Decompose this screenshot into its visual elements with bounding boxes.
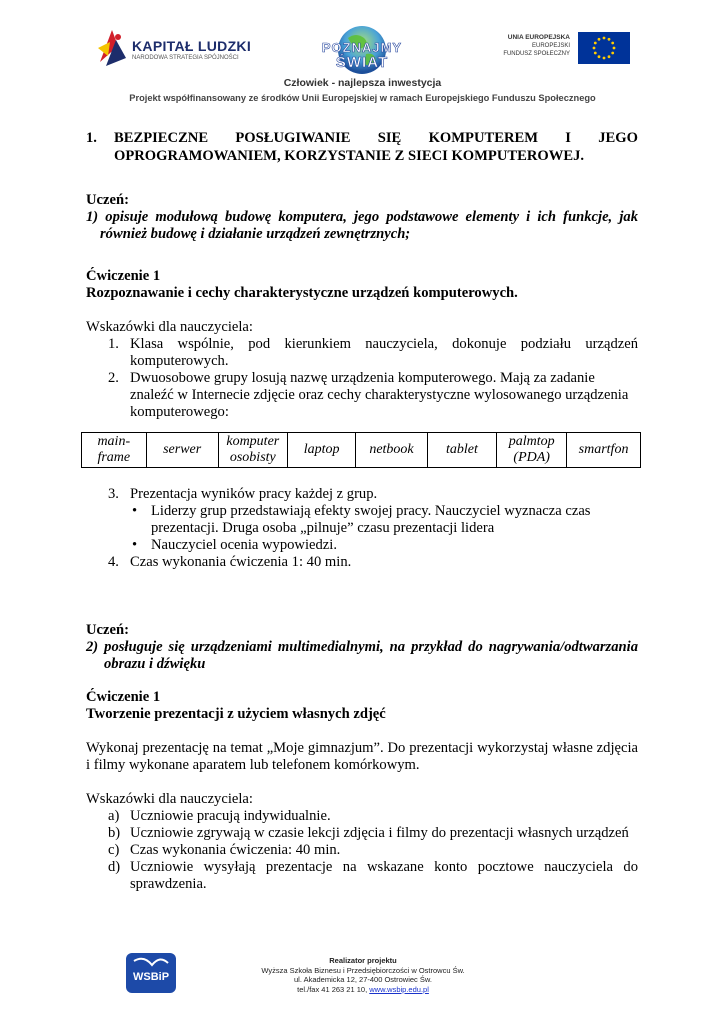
exercise-1-subtitle: Rozpoznawanie i cechy charakterystyczne urządzeń komputerowych. bbox=[86, 285, 518, 301]
device-name: tablet bbox=[446, 442, 478, 457]
eu-line-1: UNIA EUROPEJSKA bbox=[507, 34, 570, 41]
title-word: I bbox=[565, 130, 571, 146]
poznajmy-swiat-logo bbox=[310, 24, 414, 76]
wsbip-logo-text: WSBiP bbox=[132, 971, 170, 983]
item-4: Czas wykonania ćwiczenia 1: 40 min. bbox=[130, 554, 352, 570]
footer-website-link[interactable]: www.wsbip.edu.pl bbox=[369, 984, 429, 994]
goal-1-line-1: 1) opisuje modułową budowę komputera, jego podstawowe elementy i ich funkcje, jak bbox=[86, 209, 638, 225]
item-1-line-1: Klasa wspólnie, pod kierunkiem nauczyciela, dokonuje podziału urządzeń bbox=[130, 336, 638, 352]
devices-table bbox=[81, 432, 641, 468]
teacher-hints-heading-2: Wskazówki dla nauczyciela: bbox=[86, 791, 253, 807]
title-word: POSŁUGIWANIE bbox=[235, 130, 351, 146]
bullet-2: Nauczyciel ocenia wypowiedzi. bbox=[151, 537, 337, 553]
list-letter: a) bbox=[108, 808, 120, 824]
footer-info bbox=[213, 956, 513, 994]
table-row bbox=[82, 433, 641, 468]
bullet-1-line-2: prezentacji. Druga osoba „pilnuje” czasu prezentacji lidera bbox=[151, 520, 495, 536]
section-number: 1. bbox=[86, 130, 97, 146]
goal-1-line-2: również budowę i działanie urządzeń zewnętrznych; bbox=[100, 226, 411, 242]
device-name: netbook bbox=[369, 442, 414, 457]
title-word: KOMPUTEREM bbox=[428, 130, 539, 146]
device-name: smartfon bbox=[578, 442, 629, 457]
goal-2-line-2: obrazu i dźwięku bbox=[104, 656, 206, 672]
title-word: BEZPIECZNE bbox=[114, 130, 209, 146]
device-cell bbox=[146, 433, 218, 468]
list-letter: d) bbox=[108, 859, 121, 875]
task-line-2: i filmy wykonane aparatem lub telefonem komórkowym. bbox=[86, 757, 420, 773]
item-2-line-1: Dwuosobowe grupy losują nazwę urządzenia komputerowego. Mają za zadanie bbox=[130, 370, 595, 386]
eu-line-2: EUROPEJSKI bbox=[531, 43, 570, 49]
kapital-ludzki-subtitle: NARODOWA STRATEGIA SPÓJNOŚCI bbox=[132, 55, 239, 61]
item-c: Czas wykonania ćwiczenia: 40 min. bbox=[130, 842, 341, 858]
footer-line-3: tel./fax 41 263 21 10, bbox=[297, 984, 370, 994]
exercise-2-subtitle: Tworzenie prezentacji z użyciem własnych zdjęć bbox=[86, 706, 386, 722]
kapital-ludzki-emblem-icon bbox=[96, 28, 130, 68]
section-title-line-1 bbox=[114, 130, 638, 147]
motto: Człowiek - najlepsza inwestycja bbox=[283, 77, 442, 89]
item-3: Prezentacja wyników pracy każdej z grup. bbox=[130, 486, 378, 502]
eu-flag-icon bbox=[578, 32, 630, 64]
device-cell bbox=[82, 433, 147, 468]
list-letter: c) bbox=[108, 842, 120, 858]
section-title-line-2: OPROGRAMOWANIEM, KORZYSTANIE Z SIECI KOMPUTEROWEJ. bbox=[114, 148, 585, 164]
item-a: Uczniowie pracują indywidualnie. bbox=[130, 808, 331, 824]
list-letter: b) bbox=[108, 825, 121, 841]
bullet-icon: • bbox=[132, 537, 138, 553]
device-cell bbox=[497, 433, 567, 468]
footer-line-2: ul. Akademicka 12, 27-400 Ostrowiec Św. bbox=[294, 975, 432, 984]
project-funding-line: Projekt współfinansowany ze środków Unii Europejskiej w ramach Europejskiego Funduszu Społecznego bbox=[129, 93, 596, 103]
eu-logo bbox=[478, 32, 630, 64]
item-d-line-2: sprawdzenia. bbox=[130, 876, 207, 892]
device-name: komputer osobisty bbox=[226, 434, 280, 465]
kapital-ludzki-logo bbox=[96, 28, 256, 68]
device-name: serwer bbox=[163, 442, 202, 457]
list-number: 2. bbox=[108, 370, 119, 386]
device-cell bbox=[356, 433, 427, 468]
item-2-line-3: komputerowego: bbox=[130, 404, 229, 420]
wsbip-logo bbox=[126, 953, 176, 993]
exercise-1-title: Ćwiczenie 1 bbox=[86, 268, 161, 284]
footer-title: Realizator projektu bbox=[329, 956, 397, 965]
goal-2-line-1: 2) posługuje się urządzeniami multimedialnymi, na przykład do nagrywania/odtwarzania bbox=[86, 639, 638, 655]
bullet-icon: • bbox=[132, 503, 138, 519]
list-number: 1. bbox=[108, 336, 119, 352]
footer-line-1: Wyższa Szkoła Biznesu i Przedsiębiorczości w Ostrowcu Św. bbox=[261, 965, 465, 975]
list-number: 3. bbox=[108, 486, 119, 502]
device-cell bbox=[427, 433, 497, 468]
eu-text bbox=[478, 34, 570, 58]
device-name: main- frame bbox=[97, 434, 131, 465]
teacher-hints-heading: Wskazówki dla nauczyciela: bbox=[86, 319, 253, 335]
bullet-1-line-1: Liderzy grup przedstawiają efekty swojej pracy. Nauczyciel wyznacza czas bbox=[151, 503, 591, 519]
device-cell bbox=[218, 433, 287, 468]
item-2-line-2: znaleźć w Internecie zdjęcie oraz cechy charakterystyczne wylosowanego urządzenia bbox=[130, 387, 629, 403]
title-word: JEGO bbox=[598, 130, 638, 146]
device-cell bbox=[287, 433, 355, 468]
uczen-heading-1: Uczeń: bbox=[86, 192, 129, 208]
item-d-line-1: Uczniowie wysyłają prezentacje na wskazane konto pocztowe nauczyciela do bbox=[130, 859, 638, 875]
device-cell bbox=[567, 433, 641, 468]
item-b: Uczniowie zgrywają w czasie lekcji zdjęcia i filmy do prezentacji własnych urządzeń bbox=[130, 825, 629, 841]
eu-line-3: FUNDUSZ SPOŁECZNY bbox=[503, 51, 570, 57]
device-name: laptop bbox=[303, 442, 340, 457]
device-name: palmtop (PDA) bbox=[508, 434, 555, 465]
exercise-2-title: Ćwiczenie 1 bbox=[86, 689, 161, 705]
swiat-text: ŚWIAT bbox=[335, 54, 389, 71]
task-line-1: Wykonaj prezentację na temat „Moje gimnazjum”. Do prezentacji wykorzystaj własne zdjęcia bbox=[86, 740, 638, 756]
title-word: SIĘ bbox=[377, 130, 402, 146]
uczen-heading-2: Uczeń: bbox=[86, 622, 129, 638]
item-1-line-2: komputerowych. bbox=[130, 353, 229, 369]
kapital-ludzki-title: KAPITAŁ LUDZKI bbox=[132, 38, 252, 54]
list-number: 4. bbox=[108, 554, 119, 570]
poznajmy-text: POZNAJMY bbox=[321, 40, 403, 55]
